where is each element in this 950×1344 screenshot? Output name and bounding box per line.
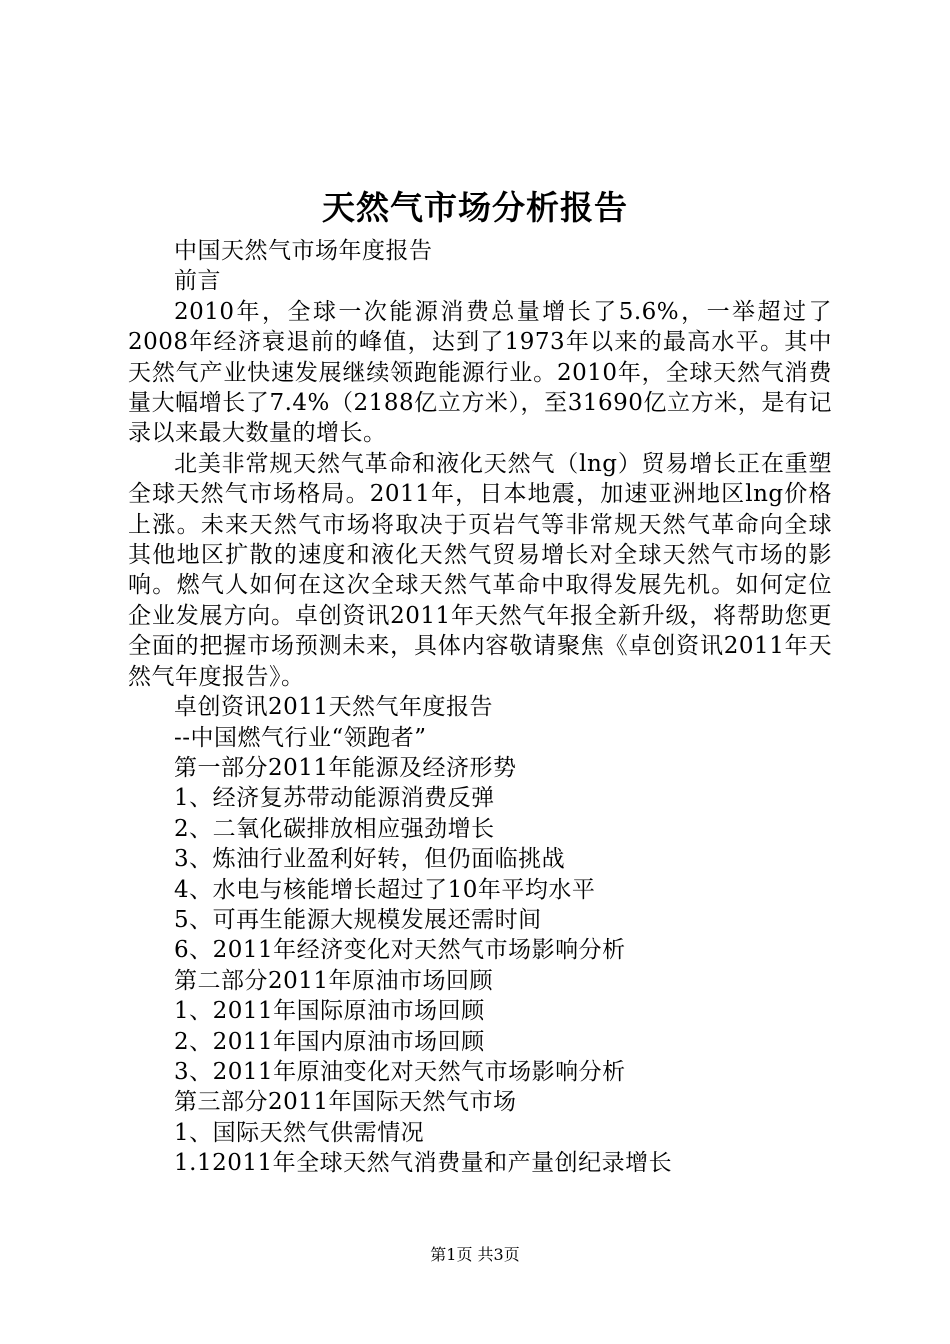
list-item: 1、2011年国际原油市场回顾	[174, 998, 485, 1025]
page-footer: 第1页 共3页	[430, 1245, 520, 1264]
paragraph-preface-1: 2010年，全球一次能源消费总量增长了5.6%，一举超过了2008年经济衰退前的峰值，达到了1973年以来的最高水平。其中天然气产业快速发展继续领跑能源行业。2010年，全球天然气消费量大幅增长了7.4%（2188亿立方米），至31690亿立方米，是有记录以来最大数量的增长。	[128, 298, 832, 447]
list-item: 3、炼油行业盈利好转，但仍面临挑战	[174, 846, 566, 873]
section-heading-part-3: 第三部分2011年国际天然气市场	[174, 1089, 517, 1116]
document-body	[128, 236, 832, 1179]
list-item: 5、可再生能源大规模发展还需时间	[174, 906, 542, 933]
paragraph-report-name: 中国天然气市场年度报告	[174, 238, 433, 264]
section-heading-part-2: 第二部分2011年原油市场回顾	[174, 967, 494, 994]
paragraph-report-title: 卓创资讯2011天然气年度报告	[174, 694, 494, 721]
list-item: 6、2011年经济变化对天然气市场影响分析	[174, 937, 626, 964]
paragraph-report-subtitle: --中国燃气行业“领跑者”	[174, 724, 427, 751]
paragraph-preface-heading: 前言	[174, 268, 221, 295]
list-item: 2、2011年国内原油市场回顾	[174, 1028, 485, 1055]
paragraph-preface-2: 北美非常规天然气革命和液化天然气（lng）贸易增长正在重塑全球天然气市场格局。2011年，日本地震，加速亚洲地区lng价格上涨。未来天然气市场将取决于页岩气等非常规天然气革命向全球其他地区扩散的速度和液化天然气贸易增长对全球天然气市场的影响。燃气人如何在这次全球天然气革命中取得发展先机。如何定位企业发展方向。卓创资讯2011年天然气年报全新升级，将帮助您更全面的把握市场预测未来，具体内容敬请聚焦《卓创资讯2011年天然气年度报告》。	[128, 450, 832, 690]
section-heading-part-1: 第一部分2011年能源及经济形势	[174, 754, 517, 781]
list-item: 1、国际天然气供需情况	[174, 1119, 425, 1146]
list-item: 4、水电与核能增长超过了10年平均水平	[174, 876, 596, 903]
list-item: 1.12011年全球天然气消费量和产量创纪录增长	[174, 1150, 673, 1177]
list-item: 3、2011年原油变化对天然气市场影响分析	[174, 1058, 626, 1085]
list-item: 2、二氧化碳排放相应强劲增长	[174, 815, 495, 842]
document-title: 天然气市场分析报告	[322, 188, 628, 227]
list-item: 1、经济复苏带动能源消费反弹	[174, 785, 495, 812]
